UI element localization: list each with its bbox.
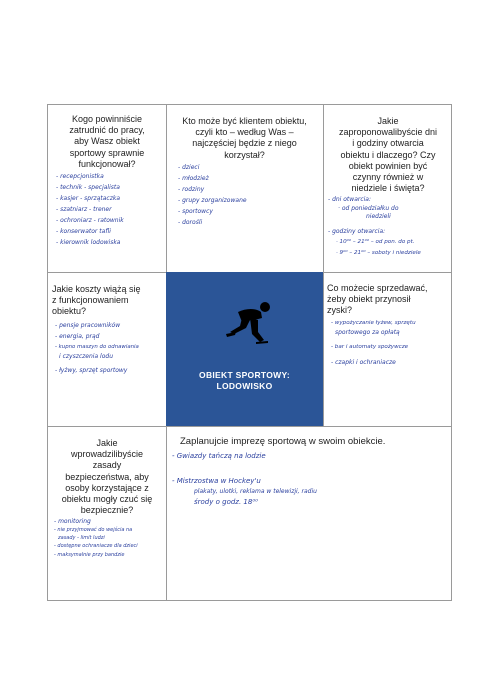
answer-item: · 9⁰⁰ – 21⁰⁰ – soboty i niedziele bbox=[336, 250, 421, 257]
speed-skater-icon bbox=[220, 296, 280, 348]
cell-clients bbox=[168, 116, 321, 270]
answers-safety bbox=[50, 517, 164, 559]
cell-opening-hours bbox=[326, 116, 450, 270]
answer-item: - młodzież bbox=[178, 174, 209, 182]
answers-clients bbox=[168, 162, 321, 228]
cell-safety bbox=[50, 438, 164, 600]
answer-item: niedzieli bbox=[366, 213, 391, 221]
cell-sales bbox=[327, 283, 451, 425]
answers-sales bbox=[327, 318, 451, 368]
center-panel bbox=[166, 272, 323, 426]
answer-item: środy o godz. 18⁰⁰ bbox=[194, 498, 258, 507]
answer-item: sportowego za opłatą bbox=[335, 328, 400, 336]
answer-item: - Gwiazdy tańczą na lodzie bbox=[172, 452, 266, 461]
answer-item: - ochroniarz - ratownik bbox=[56, 217, 124, 225]
answer-item: · 10⁰⁰ – 21⁰⁰ – od pon. do pt. bbox=[336, 239, 415, 246]
center-title-line-1: OBIEKT SPORTOWY: bbox=[199, 370, 290, 380]
answer-item: - bar i automaty spożywcze bbox=[331, 343, 409, 350]
answer-item: · od poniedziałku do bbox=[338, 205, 399, 213]
answers-costs bbox=[52, 320, 164, 376]
question-costs: Jakie koszty wiążą się z funkcjonowaniem obiektu? bbox=[52, 284, 141, 317]
center-title-line-2: LODOWISKO bbox=[216, 381, 273, 391]
answer-item: - wypożyczanie łyżew, sprzętu bbox=[331, 319, 416, 326]
answer-item: - konserwator tafli bbox=[56, 228, 111, 236]
answer-item: - dostępne ochraniacze dla dzieci bbox=[54, 543, 138, 550]
answer-item: - łyżwy, sprzęt sportowy bbox=[55, 366, 128, 374]
question-sales: Co możecie sprzedawać, żeby obiekt przynosił zyski? bbox=[327, 283, 428, 316]
answer-item: - sportowcy bbox=[178, 207, 213, 215]
cell-staff bbox=[50, 114, 164, 270]
answer-item: - maksymalnie przy bandzie bbox=[54, 552, 125, 559]
answer-item: - dni otwarcia: bbox=[328, 196, 371, 204]
answer-item: - kupno maszyn do odnawiania bbox=[55, 343, 139, 350]
answer-item: - kierownik lodowiska bbox=[56, 239, 121, 247]
answer-item: - energia, prąd bbox=[55, 332, 100, 340]
answers-staff bbox=[50, 171, 164, 248]
question-staff: Kogo powinniście zatrudnić do pracy, aby Wasz obiekt sportowy sprawnie funkcjonował? bbox=[69, 114, 145, 169]
answer-item: - godziny otwarcia: bbox=[328, 228, 386, 236]
answer-item: i czyszczenia lodu bbox=[59, 352, 113, 360]
answer-item: - pensje pracowników bbox=[55, 321, 121, 329]
question-clients: Kto może być klientem obiektu, czyli kto – według Was – najczęściej będzie z niego korzystał? bbox=[182, 116, 307, 160]
answer-item: - recepcjonistka bbox=[56, 173, 104, 181]
answer-item: - nie przyjmować do wejścia na bbox=[54, 527, 133, 534]
grid-divider-horizontal-bottom bbox=[47, 426, 452, 427]
answers-sports-event bbox=[170, 451, 450, 508]
cell-sports-event bbox=[170, 436, 450, 598]
answer-item: - kasjer - sprzątaczka bbox=[56, 195, 121, 203]
answer-item: - grupy zorganizowane bbox=[178, 196, 247, 204]
answer-item: - dzieci bbox=[178, 163, 200, 171]
answer-item: - rodziny bbox=[178, 185, 205, 193]
answer-item: plakaty, ulotki, reklama w telewizji, radiu bbox=[194, 488, 317, 496]
grid-divider-vertical-right bbox=[323, 104, 324, 427]
answer-item: - szatniarz - trener bbox=[56, 206, 112, 214]
question-safety: Jakie wprowadzilibyście zasady bezpieczeństwa, aby osoby korzystające z obiektu mogły czuć się bezpiecznie? bbox=[61, 438, 153, 516]
answer-item: zasady - limit ludzi bbox=[58, 535, 105, 542]
question-opening-hours: Jakie zaproponowalibyście dni i godziny otwarcia obiektu i dlaczego? Czy obiekt powinien być czynny również w niedziele i święta? bbox=[338, 116, 438, 194]
answer-item: - czapki i ochraniacze bbox=[331, 358, 396, 366]
answer-item: - monitoring bbox=[54, 518, 91, 526]
answer-item: - dorośli bbox=[178, 218, 203, 226]
cell-costs bbox=[52, 284, 164, 424]
answer-item: - technik - specjalista bbox=[56, 184, 120, 192]
answers-opening-hours bbox=[326, 194, 450, 259]
answer-item: - Mistrzostwa w Hockey'u bbox=[172, 477, 261, 486]
center-title bbox=[166, 370, 323, 392]
question-sports-event: Zaplanujcie imprezę sportową w swoim obiekcie. bbox=[180, 436, 386, 447]
